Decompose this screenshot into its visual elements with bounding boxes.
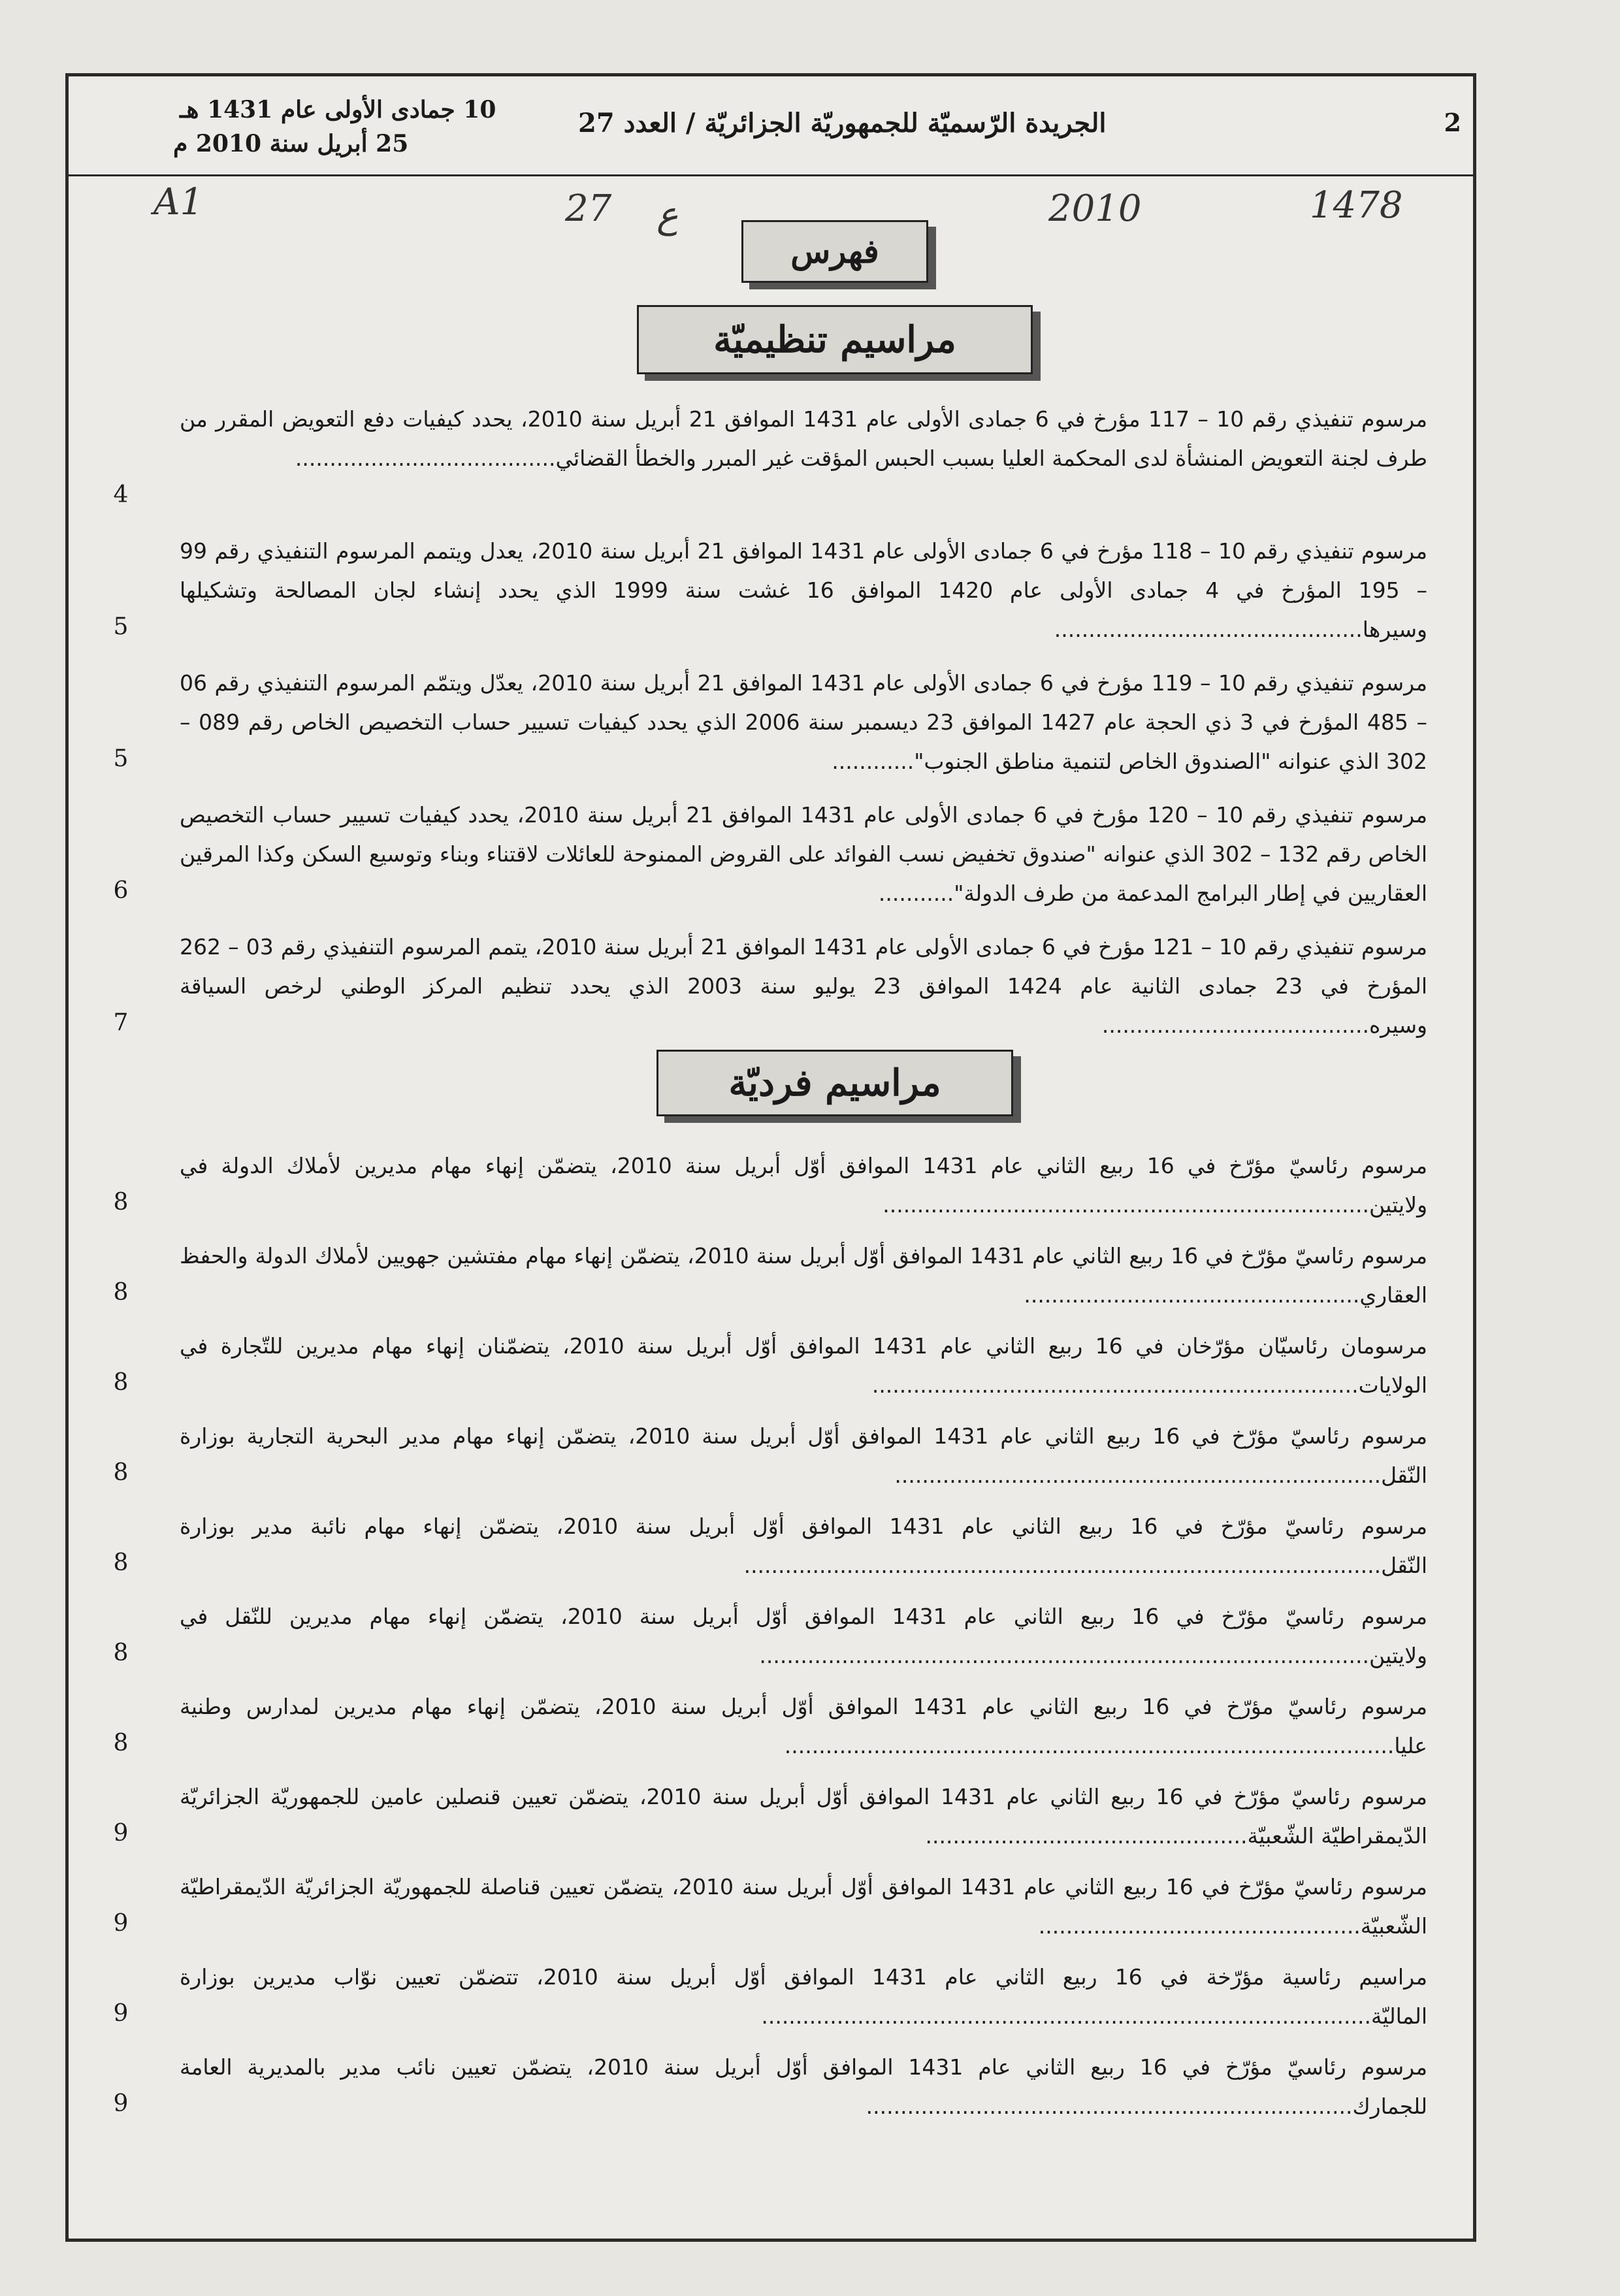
toc-entry-text: مرسوم تنفيذي رقم 10 – 119 مؤرخ في 6 جمادى الأولى عام 1431 الموافق 21 أبريل سنة 2010، يعدّل ويتمّم المرسوم التنفيذي رقم 06 – 485 المؤرخ في 3 ذي الحجة عام 1427 الموافق 23 ديسمبر سنة 2006 الذي يحدد كيفيات تسيير حساب التخصيص الخاص رقم 089 – 302 الذي عنوانه "الصندوق الخاص لتنمية مناطق الجنوب"............ (180, 670, 1428, 774)
toc-entry-text: مرسوم رئاسيّ مؤرّخ في 16 ربيع الثاني عام 1431 الموافق أوّل أبريل سنة 2010، يتضمّن إنهاء مهام مدير البحرية التجارية بوزارة النّقل....................................................................... (180, 1423, 1428, 1488)
handwritten-annotation: 27 (565, 187, 612, 230)
toc-entry-text: مرسوم تنفيذي رقم 10 – 121 مؤرخ في 6 جمادى الأولى عام 1431 الموافق 21 أبريل سنة 2010، يتمم المرسوم التنفيذي رقم 03 – 262 المؤرخ في 23 جمادى الثانية عام 1424 الموافق 23 يوليو سنة 2003 الذي يحدد تنظيم المركز الوطني لرخص السياقة وسيره....................................... (180, 934, 1428, 1038)
handwritten-annotation: A1 (154, 181, 204, 223)
handwritten-annotation: 2010 (1048, 187, 1142, 230)
gregorian-date: 25 أبريل سنة 2010 م (173, 130, 409, 157)
toc-entry-page: 7 (113, 1009, 129, 1036)
toc-entry-page: 5 (113, 613, 129, 640)
page-header (69, 76, 1473, 176)
toc-entry-text: مرسوم تنفيذي رقم 10 – 120 مؤرخ في 6 جمادى الأولى عام 1431 الموافق 21 أبريل سنة 2010، يحدد كيفيات تسيير حساب التخصيص الخاص رقم 132 – 302 الذي عنوانه "صندوق تخفيض نسب الفوائد على القروض الممنوحة للعائلات لاقتناء وبناء وتوسيع السكن وكذا المرقين العقاريين في إطار البرامج المدعمة من طرف الدولة"........... (180, 802, 1427, 906)
index-title: فهرس (741, 220, 928, 283)
toc-entry-page: 9 (113, 1910, 129, 1937)
page-frame (65, 73, 1476, 2242)
toc-entry-page: 8 (113, 1189, 129, 1216)
handwritten-annotation: ع (656, 194, 679, 236)
toc-entry-text: مرسوم رئاسيّ مؤرّخ في 16 ربيع الثاني عام 1431 الموافق أوّل أبريل سنة 2010، يتضمّن تعيين قناصلة للجمهوريّة الجزائريّة الدّيمقراطيّة الشّعبيّة............................................... (180, 1874, 1427, 1939)
section-heading-regulatory: مراسيم تنظيميّة (637, 305, 1033, 374)
hijri-date: 10 جمادى الأولى عام 1431 هـ (180, 96, 496, 123)
toc-entry-page: 8 (113, 1549, 129, 1576)
toc-entry-page: 8 (113, 1279, 129, 1306)
toc-entry-text: مرسوم رئاسيّ مؤرّخ في 16 ربيع الثاني عام 1431 الموافق أوّل أبريل سنة 2010، يتضمّن إنهاء مهام مديرين لأملاك الدولة في ولايتين....................................................................... (180, 1153, 1428, 1218)
toc-entry-text: مرسوم رئاسيّ مؤرّخ في 16 ربيع الثاني عام 1431 الموافق أوّل أبريل سنة 2010، يتضمّن تعيين نائب مدير بالمديرية العامة للجمارك....................................................................... (180, 2054, 1427, 2119)
toc-entry-page: 5 (113, 745, 129, 772)
toc-entry-page: 9 (113, 1820, 129, 1847)
toc-entry-text: مراسيم رئاسية مؤرّخة في 16 ربيع الثاني عام 1431 الموافق أوّل أبريل سنة 2010، تتضمّن تعيين نوّاب مديرين بوزارة الماليّة......................................................................................... (180, 1964, 1427, 2029)
journal-title: الجريدة الرّسميّة للجمهوريّة الجزائريّة / العدد 27 (578, 108, 1107, 138)
toc-entry-text: مرسوم رئاسيّ مؤرّخ في 16 ربيع الثاني عام 1431 الموافق أوّل أبريل سنة 2010، يتضمّن إنهاء مهام مفتشين جهويين لأملاك الدولة والحفظ العقاري................................................. (180, 1243, 1427, 1308)
toc-entry-page: 8 (113, 1640, 129, 1666)
toc-entry-text: مرسوم رئاسيّ مؤرّخ في 16 ربيع الثاني عام 1431 الموافق أوّل أبريل سنة 2010، يتضمّن إنهاء مهام مديرين لمدارس وطنية عليا......................................................................................... (180, 1694, 1428, 1758)
toc-entry-text: مرسوم تنفيذي رقم 10 – 118 مؤرخ في 6 جمادى الأولى عام 1431 الموافق 21 أبريل سنة 2010، يعدل ويتمم المرسوم التنفيذي رقم 99 – 195 المؤرخ في 4 جمادى الأولى عام 1420 الموافق 16 غشت سنة 1999 الذي يحدد إنشاء لجان المصالحة وتشكيلها وسيرها............................................. (180, 538, 1428, 642)
toc-entry-text: مرسوم تنفيذي رقم 10 – 117 مؤرخ في 6 جمادى الأولى عام 1431 الموافق 21 أبريل سنة 2010، يحدد كيفيات دفع التعويض المقرر من طرف لجنة التعويض المنشأة لدى المحكمة العليا بسبب الحبس المؤقت غير المبرر والخطأ القضائي...................................... (180, 406, 1428, 471)
toc-entry-page: 9 (113, 2090, 129, 2117)
toc-entry-page: 8 (113, 1369, 129, 1396)
toc-entry-text: مرسوم رئاسيّ مؤرّخ في 16 ربيع الثاني عام 1431 الموافق أوّل أبريل سنة 2010، يتضمّن إنهاء مهام مديرين للنّقل في ولايتين......................................................................................... (180, 1604, 1427, 1668)
toc-entry-text: مرسوم رئاسيّ مؤرّخ في 16 ربيع الثاني عام 1431 الموافق أوّل أبريل سنة 2010، يتضمّن إنهاء مهام نائبة مدير بوزارة النّقل............................................................................................. (180, 1513, 1427, 1578)
toc-entry-page: 9 (113, 2000, 129, 2027)
toc-entry-page: 8 (113, 1459, 129, 1486)
toc-entry-page: 8 (113, 1730, 129, 1756)
handwritten-annotation: 1478 (1310, 184, 1403, 227)
section-heading-individual: مراسيم فرديّة (656, 1050, 1013, 1116)
toc-entry-text: مرسوم رئاسيّ مؤرّخ في 16 ربيع الثاني عام 1431 الموافق أوّل أبريل سنة 2010، يتضمّن تعيين قنصلين عامين للجمهوريّة الجزائريّة الدّيمقراطيّة الشّعبيّة............................................... (180, 1784, 1427, 1849)
toc-entry-text: مرسومان رئاسيّان مؤرّخان في 16 ربيع الثاني عام 1431 الموافق أوّل أبريل سنة 2010، يتضمّنان إنهاء مهام مديرين للتّجارة في الولايات....................................................................... (180, 1333, 1427, 1398)
toc-entry-page: 6 (113, 877, 129, 904)
toc-entry-page: 4 (113, 481, 129, 508)
page-number: 2 (1444, 108, 1461, 137)
